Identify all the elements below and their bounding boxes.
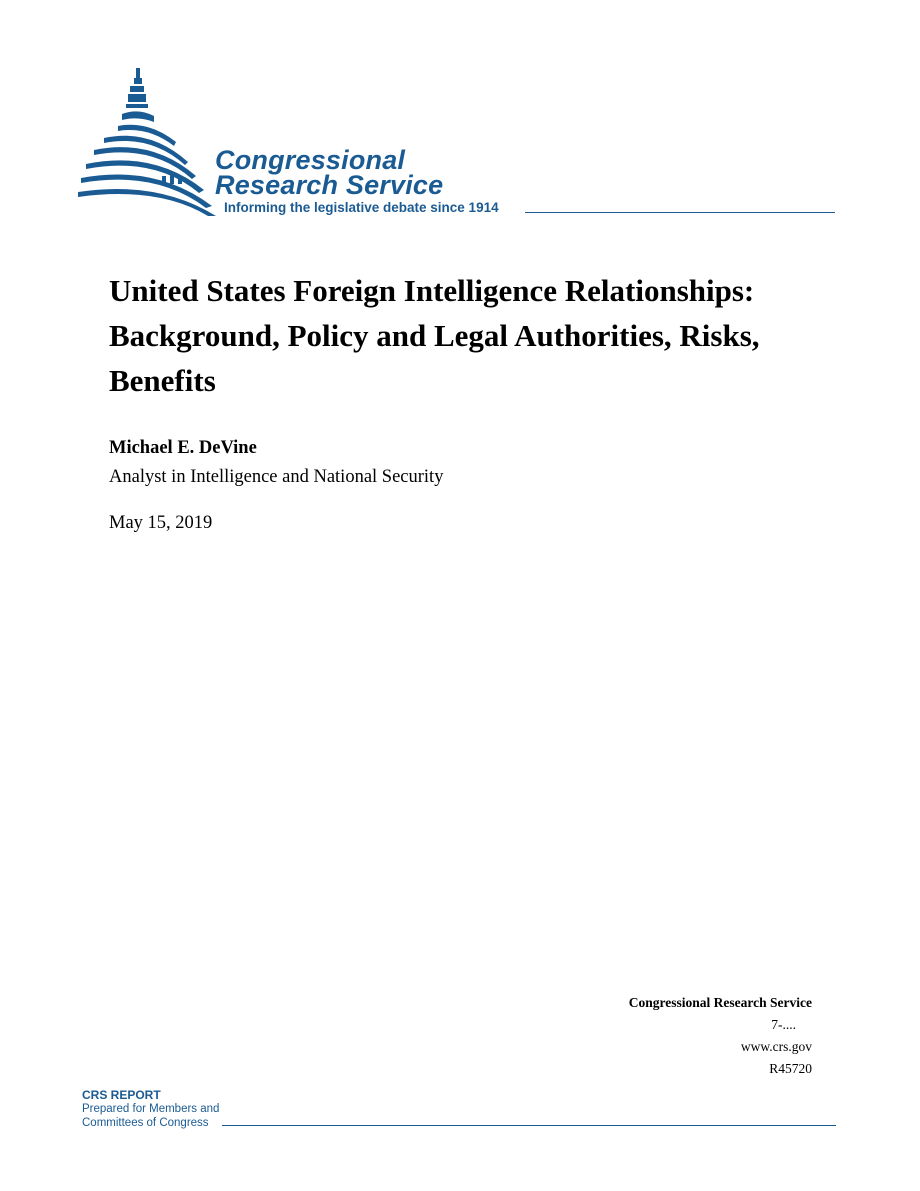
crs-logo	[78, 64, 838, 224]
footer-info	[629, 992, 812, 1080]
report-title: United States Foreign Intelligence Relationships: Background, Policy and Legal Authorities, Risks, Benefits	[109, 273, 760, 398]
report-date: May 15, 2019	[109, 513, 213, 533]
crs-report-line1: Prepared for Members and	[82, 1103, 220, 1115]
report-number: R45720	[769, 1061, 812, 1076]
author-role: Analyst in Intelligence and National Security	[109, 467, 444, 487]
footer-website-link[interactable]: www.crs.gov	[740, 1039, 812, 1054]
footer-code: 7-....	[771, 1017, 796, 1032]
crs-report-title: CRS REPORT	[82, 1088, 161, 1102]
capitol-dome-icon	[78, 64, 218, 219]
footer-org: Congressional Research Service	[628, 995, 812, 1010]
author-name: Michael E. DeVine	[109, 438, 257, 458]
logo-tagline: Informing the legislative debate since 1914	[224, 200, 499, 215]
logo-divider	[525, 212, 835, 213]
logo-line-research-service: Research Service	[215, 170, 444, 200]
bottom-divider	[222, 1125, 836, 1126]
crs-report-label	[82, 1088, 219, 1130]
crs-report-line2: Committees of Congress	[82, 1117, 209, 1129]
logo-line-congressional: Congressional	[215, 145, 406, 175]
